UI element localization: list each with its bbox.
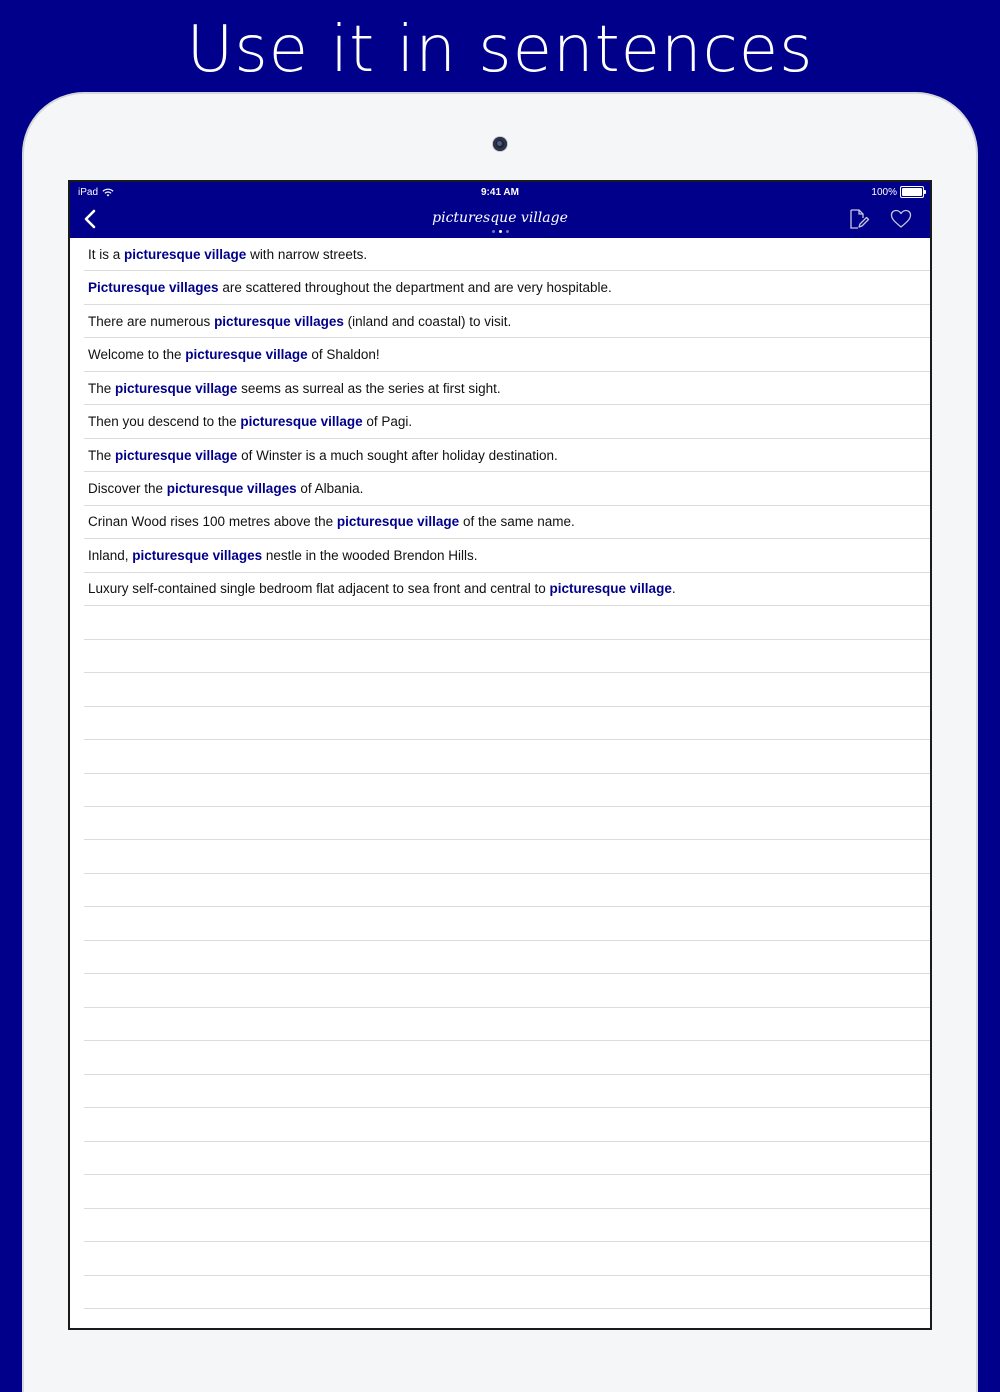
ipad-screen [68,180,932,1330]
app-screen [70,182,930,1328]
sentence-row[interactable] [84,439,930,472]
sentence-row[interactable] [84,338,930,371]
empty-row [84,840,930,873]
empty-row [84,1108,930,1141]
status-time: 9:41 AM [481,187,519,198]
empty-row [84,1276,930,1309]
highlighted-phrase: picturesque village [240,414,363,430]
sentence-text: of the same name. [459,514,575,530]
sentence-row[interactable] [84,506,930,539]
device-label: iPad [78,187,99,198]
status-right [871,186,924,198]
page-indicator [70,230,930,233]
sentence-text: . [671,581,676,597]
highlighted-phrase: picturesque village [124,246,247,262]
sentence-text: It is a [88,246,125,262]
heart-icon [890,209,912,229]
sentence-text: The [88,380,116,396]
sentence-text: nestle in the wooded Brendon Hills. [262,547,478,563]
sentence-text: Luxury self-contained single bedroom flat adjacent to sea front and central to [88,581,550,597]
empty-row [84,740,930,773]
sentence-list [84,238,930,1309]
highlighted-phrase: picturesque village [549,581,672,597]
highlighted-phrase: picturesque villages [166,481,297,497]
favorite-button[interactable] [890,209,912,229]
highlighted-phrase: Picturesque villages [88,280,219,296]
sentence-text: There are numerous [88,313,215,329]
empty-row [84,807,930,840]
sentence-row[interactable] [84,472,930,505]
empty-row [84,606,930,639]
edit-document-icon [848,208,870,230]
sentence-row[interactable] [84,238,930,271]
sentence-text: Welcome to the [88,347,186,363]
sentence-row[interactable] [84,539,930,572]
sentence-text: of Albania. [296,481,364,497]
sentence-text: Crinan Wood rises 100 metres above the [88,514,337,530]
highlighted-phrase: picturesque village [336,514,460,530]
sentence-text: (inland and coastal) to visit. [343,313,512,329]
sentence-row[interactable] [84,372,930,405]
promo-headline: Use it in sentences [186,13,814,87]
sentence-text: with narrow streets. [246,246,368,262]
sentence-row[interactable] [84,573,930,606]
empty-row [84,640,930,673]
battery-percent: 100% [871,186,897,198]
sentence-row[interactable] [84,271,930,304]
highlighted-phrase: picturesque villages [132,547,263,563]
battery-fill [902,188,922,196]
battery-icon [900,186,924,198]
empty-row [84,941,930,974]
empty-row [84,673,930,706]
empty-row [84,974,930,1007]
empty-row [84,1075,930,1108]
empty-row [84,1142,930,1175]
sentence-text: of Pagi. [362,414,413,430]
sentence-text: Then you descend to the [88,414,241,430]
empty-row [84,1008,930,1041]
navigation-bar [70,182,930,238]
status-bar [70,182,930,202]
page-dot [499,230,502,233]
sentence-text: are scattered throughout the department and are very hospitable. [218,280,612,296]
edit-button[interactable] [848,208,870,230]
page-dot [506,230,509,233]
sentence-row[interactable] [84,305,930,338]
empty-row [84,1242,930,1275]
front-camera [493,137,507,151]
nav-title: picturesque village [432,210,568,226]
empty-row [84,1209,930,1242]
highlighted-phrase: picturesque village [185,347,308,363]
sentence-text: Inland, [88,547,133,563]
sentence-text: seems as surreal as the series at first sight. [237,380,501,396]
empty-row [84,707,930,740]
sentence-text: The [88,447,116,463]
page-dot [492,230,495,233]
sentence-text: of Shaldon! [307,347,380,363]
empty-row [84,1041,930,1074]
highlighted-phrase: picturesque villages [214,313,344,329]
sentence-row[interactable] [84,405,930,438]
highlighted-phrase: picturesque village [115,380,238,396]
empty-row [84,874,930,907]
sentence-text: of Winster is a much sought after holiday destination. [237,447,558,463]
empty-row [84,774,930,807]
highlighted-phrase: picturesque village [115,447,238,463]
empty-row [84,1175,930,1208]
sentence-text: Discover the [88,481,167,497]
empty-row [84,907,930,940]
